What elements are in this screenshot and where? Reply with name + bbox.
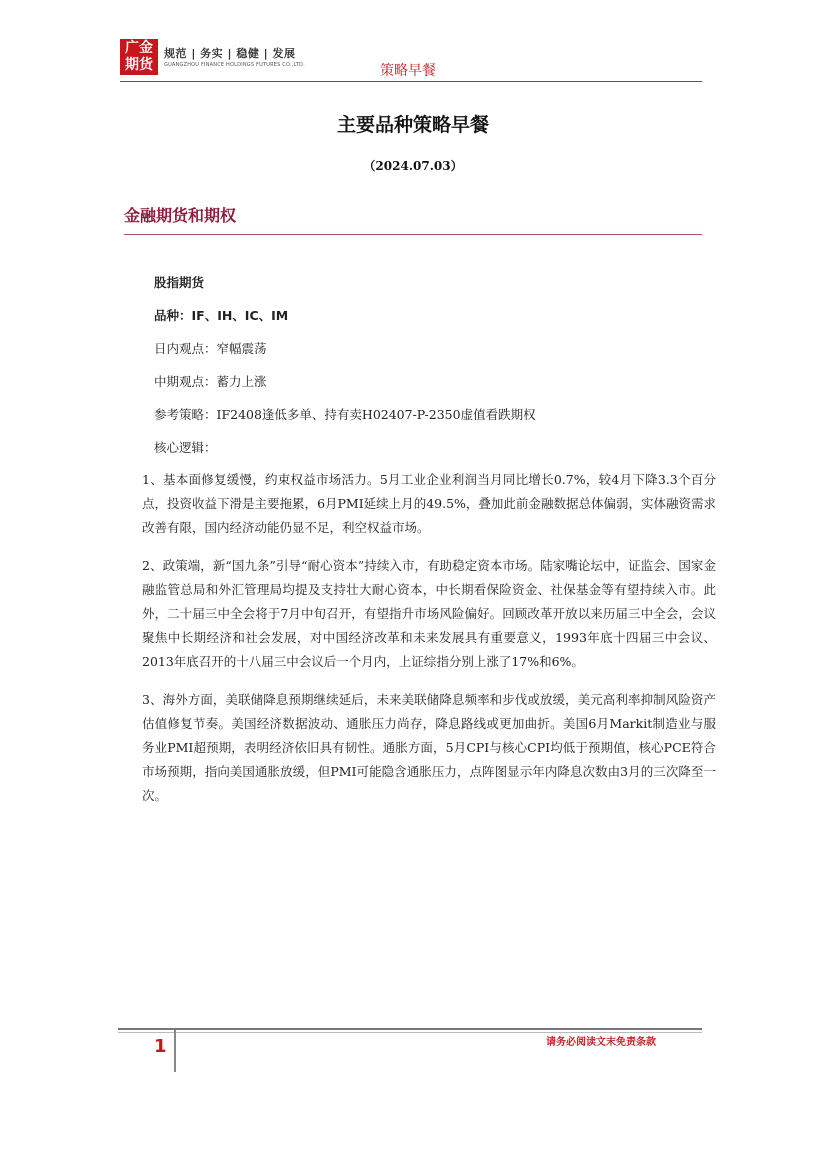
header-tag: 策略早餐 [380,63,436,79]
logo-text-line1: 广金 [125,40,153,56]
company-logo [120,39,158,75]
footer-divider [118,1028,702,1030]
company-english-name: GUANGZHOU FINANCE HOLDINGS FUTURES CO.,LTD. [164,62,305,68]
reference-strategy: 参考策略：IF2408逢低多单、持有卖H02407-P-2350虚值看跌期权 [154,407,536,422]
variety-line: 品种：IF、IH、IC、IM [154,308,289,323]
midterm-view: 中期观点：蓄力上涨 [154,374,267,389]
section-divider [124,234,702,235]
section-content [142,270,716,822]
core-logic-label: 核心逻辑： [154,440,217,455]
logic-paragraph-1: 1、基本面修复缓慢，约束权益市场活力。5月工业企业利润当月同比增长0.7%，较4月下降3.3个百分点，投资收益下滑是主要拖累，6月PMI延续上月的49.5%，叠加此前金融数据总体偏弱，实体融资需求改善有限，国内经济动能仍显不足，利空权益市场。 [142,472,716,535]
intraday-view: 日内观点：窄幅震荡 [154,341,267,356]
logo-text-line2: 期货 [125,57,153,73]
footer-vertical-divider [174,1030,176,1072]
header-divider [120,81,702,82]
document-date: （2024.07.03） [363,159,463,173]
company-slogan: 规范 | 务实 | 稳健 | 发展 [164,47,296,60]
logic-paragraph-3: 3、海外方面，美联储降息预期继续延后，未来美联储降息频率和步伐或放缓，美元高利率抑制风险资产估值修复节奏。美国经济数据波动、通胀压力尚存，降息路线或更加曲折。美国6月Markit制造业与服务业PMI超预期，表明经济依旧具有韧性。通胀方面，5月CPI与核心CPI均低于预期值，核心PCE符合市场预期，指向美国通胀放缓，但PMI可能隐含通胀压力，点阵图显示年内降息次数由3月的三次降至一次。 [142,692,716,803]
subsection-title: 股指期货 [154,275,205,290]
logic-paragraph-2: 2、政策端，新“国九条”引导“耐心资本”持续入市，有助稳定资本市场。陆家嘴论坛中，证监会、国家金融监管总局和外汇管理局均提及支持壮大耐心资本，中长期看保险资金、社保基金等有望持续入市。此外，二十届三中全会将于7月中旬召开，有望指升市场风险偏好。回顾改革开放以来历届三中全会，会议聚焦中长期经济和社会发展，对中国经济改革和未来发展具有重要意义，1993年底十四届三中会议、2013年底召开的十八届三中会议后一个月内，上证综指分别上涨了17%和6%。 [142,558,716,669]
section-title: 金融期货和期权 [124,206,237,225]
disclaimer-link: 请务必阅读文末免责条款 [546,1037,656,1048]
page-number: 1 [154,1036,167,1057]
document-title: 主要品种策略早餐 [336,114,489,136]
